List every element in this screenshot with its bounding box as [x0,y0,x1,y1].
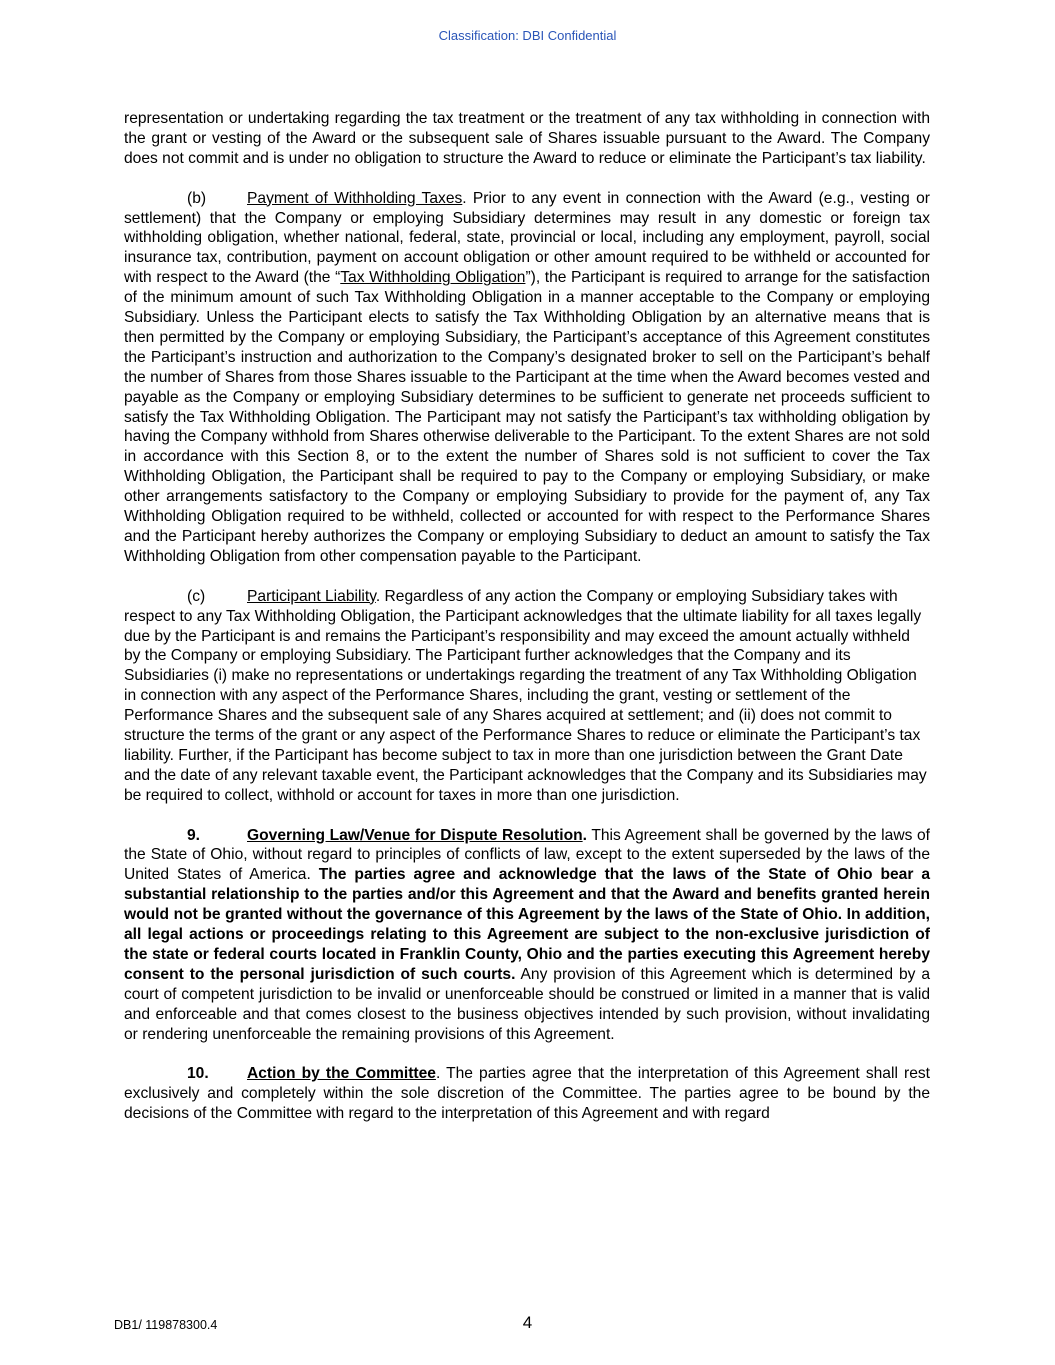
paragraph-label: (c) [187,587,206,605]
document-body [124,109,930,1144]
paragraph-text: representation or undertaking regarding the tax treatment or the treatment of any tax withholding in connection with the grant or vesting of the Award or the subsequent sale of Shares issuable pursuant to the Award. The Company does not commit and is under no obligation to structure the Award to reduce or eliminate the Participant’s tax liability. [124,110,930,167]
page-number: 4 [522,1313,533,1332]
section-9: 9. Governing Law/Venue for Dispute Resolution. This Agreement shall be governed by the laws of the State of Ohio, without regard to principles of conflicts of law, except to the extent superseded by the laws of the United States of America. The parties agree and acknowledge that the laws of the State of Ohio bear a substantial relationship to the parties and/or this Agreement and that the Award and benefits granted herein would not be granted without the governance of this Agreement by the laws of the State of Ohio. In addition, all legal actions or proceedings relating to this Agreement are subject to the non-exclusive jurisdiction of the state or federal courts located in Franklin County, Ohio and the parties executing this Agreement hereby consent to the personal jurisdiction of such courts. Any provision of this Agreement which is determined by a court of competent jurisdiction to be invalid or unenforceable should be construed or limited in a manner that is valid and enforceable and that comes closest to the business objectives intended by such provision, without invalidating or rendering unenforceable the remaining provisions of this Agreement. [124,826,931,1043]
paragraph-continuation [124,109,930,169]
document-id: DB1/ 119878300.4 [114,1318,218,1332]
defined-term: Tax Withholding Obligation [340,269,526,287]
bold-clause: The parties agree and acknowledge that the laws of the State of Ohio bear a substantial relationship to the parties and/or this Agreement and that the Award and benefits granted herein would not be granted without the governance of this Agreement by the laws of the State of Ohio. In addition, all legal actions or proceedings relating to this Agreement are subject to the non-exclusive jurisdiction of the state or federal courts located in Franklin County, Ohio and the parties executing this Agreement hereby consent to the personal jurisdiction of such courts. [124,866,931,983]
section-number: 9. [187,826,201,844]
paragraph-b: (b) Payment of Withholding Taxes. Prior to any event in connection with the Award (e.g., vesting or settlement) that the Company or employing Subsidiary determines may result in any domestic or foreign tax withholding obligation, whether national, federal, state, provincial or local, including any employment, payroll, social insurance tax, contribution, payment on account obligation or other amount required to be withheld or accounted for with respect to the Award (the “Tax Withholding Obligation”), the Participant is required to arrange for the satisfaction of the minimum amount of such Tax Withholding Obligation in a manner acceptable to the Company or employing Subsidiary. Unless the Participant elects to satisfy the Tax Withholding Obligation by an alternative means that is then permitted by the Company or employing Subsidiary, the Participant’s acceptance of this Agreement constitutes the Participant’s instruction and authorization to the Company’s designated broker to sell on the Participant’s behalf the number of Shares from those Shares issuable to the Participant at the time when the Award becomes vested and payable as the Company or employing Subsidiary determines to be sufficient to generate net proceeds sufficient to satisfy the Tax Withholding Obligation. The Participant may not satisfy the Participant’s tax withholding obligation by having the Company withhold from Shares otherwise deliverable to the Participant. To the extent Shares are not sold in accordance with this Section 8, or to the extent the number of Shares sold is not sufficient to cover the Tax Withholding Obligation, the Participant shall be required to pay to the Company or employing Subsidiary, or make other arrangements satisfactory to the Company or employing Subsidiary to provide for the payment of, any Tax Withholding Obligation required to be withheld, collected or accounted for with respect to the Performance Shares and the Participant hereby authorizes the Company or employing Subsidiary to deduct an amount to satisfy the Tax Withholding Obligation from other compensation payable to the Participant. [124,189,930,565]
paragraph-label: (b) [187,189,207,207]
section-number: 10. [187,1065,209,1083]
section-heading: Governing Law/Venue for Dispute Resolution [247,826,583,844]
paragraph-heading: Participant Liability [247,587,376,605]
classification-header: Classification: DBI Confidential [438,28,617,43]
paragraph-c: (c) Participant Liability. Regardless of any action the Company or employing Subsidiary takes with respect to any Tax Withholding Obligation, the Participant acknowledges that the ultimate liability for all taxes legally due by the Participant is and remains the Participant’s responsibility and may exceed the amount actually withheld by the Company or employing Subsidiary. The Participant further acknowledges that the Company and its Subsidiaries (i) make no representations or undertakings regarding the treatment of any Tax Withholding Obligation in connection with any aspect of the Performance Shares, including the grant, vesting or settlement of the Performance Shares and the subsequent sale of any Shares acquired at settlement; and (ii) does not commit to structure the terms of the grant or any aspect of the Performance Shares to reduce or eliminate the Participant’s tax liability. Further, if the Participant has become subject to tax in more than one jurisdiction between the Grant Date and the date of any relevant taxable event, the Participant acknowledges that the Company and its Subsidiaries may be required to collect, withhold or account for taxes in more than one jurisdiction. [124,587,927,804]
section-heading: Action by the Committee [247,1065,436,1083]
section-10: 10. Action by the Committee. The parties agree that the interpretation of this Agreement shall rest exclusively and completely within the sole discretion of the Committee. The parties agree to be bound by the decisions of the Committee with regard to the interpretation of this Agreement and with regard [124,1065,930,1123]
paragraph-heading: Payment of Withholding Taxes [247,189,463,207]
